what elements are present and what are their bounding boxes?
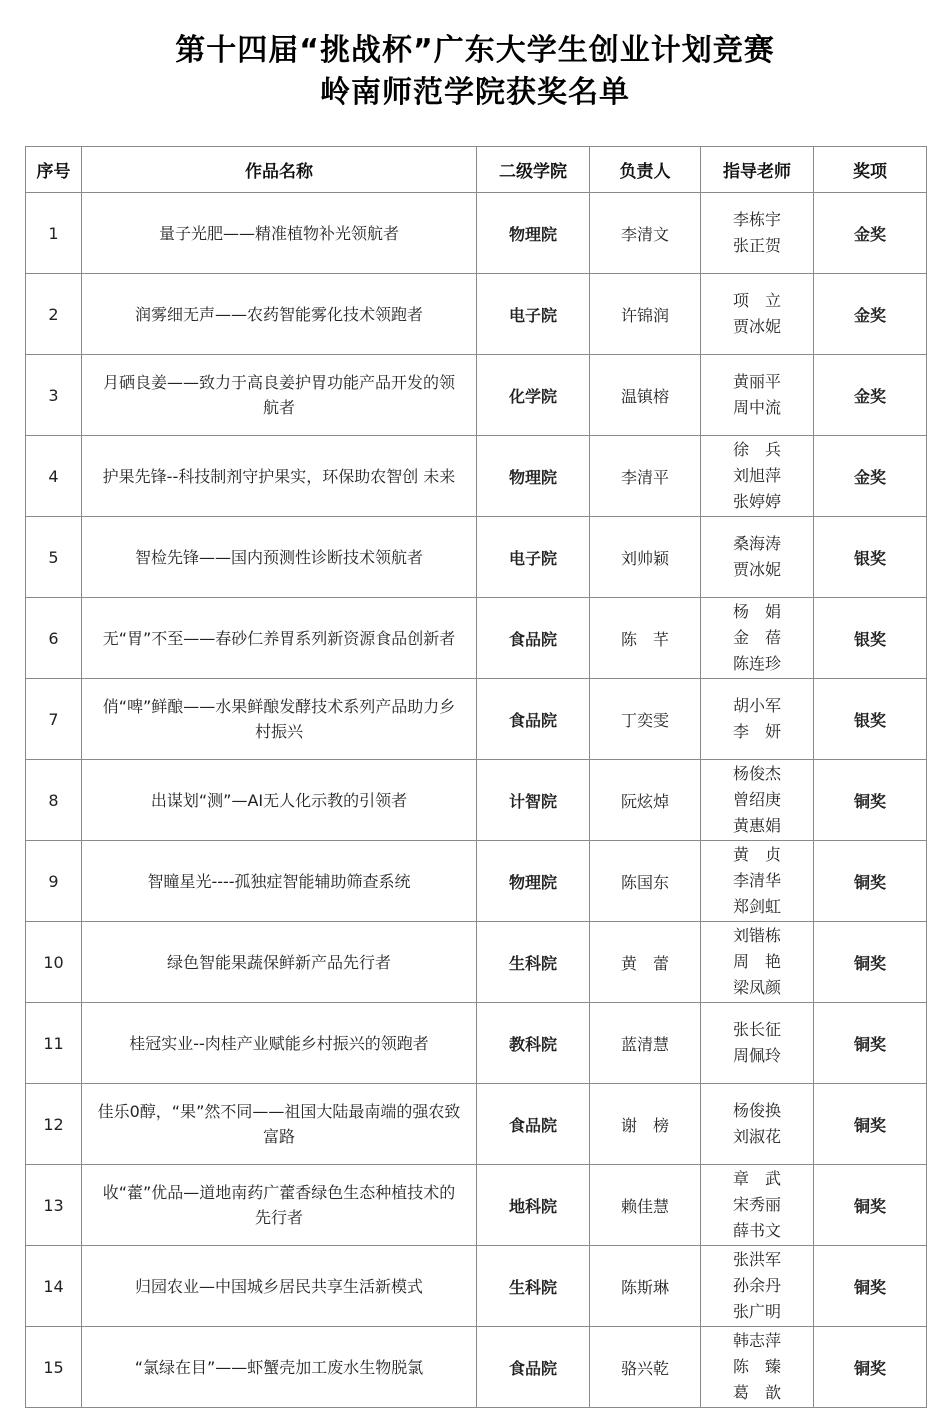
college-name: 物理院 (477, 193, 590, 274)
advisor-name: 贾冰妮 (732, 560, 781, 579)
college-name: 地科院 (477, 1165, 590, 1246)
title-line-1: 第十四届“挑战杯”广东大学生创业计划竞赛 (175, 33, 775, 68)
project-name: 量子光肥——精准植物补光领航者 (82, 193, 477, 274)
advisor-name: 张洪军 (732, 1250, 781, 1269)
table-row (26, 841, 927, 922)
table-row (26, 1165, 927, 1246)
header-teachers: 指导老师 (701, 147, 814, 193)
leader-name: 李清平 (590, 436, 701, 517)
advisor-name: 张广明 (732, 1302, 781, 1321)
table-row (26, 436, 927, 517)
row-number: 7 (26, 679, 82, 760)
row-number: 12 (26, 1084, 82, 1165)
award-level: 铜奖 (814, 922, 927, 1003)
table-row (26, 517, 927, 598)
award-level: 银奖 (814, 517, 927, 598)
advisor-name: 梁凤颜 (732, 978, 781, 997)
title-line-2: 岭南师范学院获奖名单 (320, 75, 630, 110)
advisor-name: 孙余丹 (732, 1276, 781, 1295)
row-number: 5 (26, 517, 82, 598)
leader-name: 蓝清慧 (590, 1003, 701, 1084)
leader-name: 陈国东 (590, 841, 701, 922)
table-row (26, 679, 927, 760)
advisor-list (701, 1246, 814, 1327)
advisor-list (701, 355, 814, 436)
leader-name: 陈 芊 (590, 598, 701, 679)
leader-name: 谢 榜 (590, 1084, 701, 1165)
advisor-list (701, 1165, 814, 1246)
award-level: 铜奖 (814, 1165, 927, 1246)
project-name: 月硒良姜——致力于高良姜护胃功能产品开发的领航者 (82, 355, 477, 436)
award-level: 银奖 (814, 598, 927, 679)
table-row (26, 760, 927, 841)
advisor-name: 章 武 (732, 1169, 781, 1188)
leader-name: 阮炫焯 (590, 760, 701, 841)
college-name: 食品院 (477, 1084, 590, 1165)
advisor-name: 杨俊换 (732, 1101, 781, 1120)
college-name: 物理院 (477, 436, 590, 517)
row-number: 1 (26, 193, 82, 274)
advisor-name: 陈连珍 (732, 654, 781, 673)
advisor-name: 刘锴栋 (732, 926, 781, 945)
document-title (0, 30, 950, 114)
leader-name: 骆兴乾 (590, 1327, 701, 1408)
row-number: 9 (26, 841, 82, 922)
table-row (26, 1003, 927, 1084)
advisor-name: 李清华 (732, 871, 781, 890)
project-name: 佳乐0醇，“果”然不同——祖国大陆最南端的强农致富路 (82, 1084, 477, 1165)
advisor-name: 李 妍 (732, 722, 781, 741)
project-name: 归园农业—中国城乡居民共享生活新模式 (82, 1246, 477, 1327)
row-number: 2 (26, 274, 82, 355)
leader-name: 赖佳慧 (590, 1165, 701, 1246)
advisor-name: 李栋宇 (732, 210, 781, 229)
advisor-name: 曾绍庚 (732, 790, 781, 809)
advisor-name: 徐 兵 (732, 440, 781, 459)
advisor-name: 韩志萍 (732, 1331, 781, 1350)
leader-name: 黄 蕾 (590, 922, 701, 1003)
row-number: 4 (26, 436, 82, 517)
table-row (26, 274, 927, 355)
header-award: 奖项 (814, 147, 927, 193)
table-row (26, 1084, 927, 1165)
project-name: 护果先锋--科技制剂守护果实，环保助农智创 未来 (82, 436, 477, 517)
project-name: 无“胃”不至——春砂仁养胃系列新资源食品创新者 (82, 598, 477, 679)
row-number: 13 (26, 1165, 82, 1246)
advisor-name: 刘旭萍 (732, 466, 781, 485)
award-level: 铜奖 (814, 760, 927, 841)
header-no: 序号 (26, 147, 82, 193)
advisor-name: 桑海涛 (732, 534, 781, 553)
leader-name: 李清文 (590, 193, 701, 274)
award-level: 铜奖 (814, 1327, 927, 1408)
table-row (26, 922, 927, 1003)
advisor-name: 金 蓓 (732, 628, 781, 647)
college-name: 食品院 (477, 1327, 590, 1408)
advisor-name: 杨俊杰 (732, 764, 781, 783)
award-level: 铜奖 (814, 1003, 927, 1084)
advisor-name: 葛 歆 (732, 1383, 781, 1402)
advisor-list (701, 193, 814, 274)
project-name: 润雾细无声——农药智能雾化技术领跑者 (82, 274, 477, 355)
advisor-name: 黄 贞 (732, 845, 781, 864)
advisor-name: 黄丽平 (732, 372, 781, 391)
award-level: 铜奖 (814, 1084, 927, 1165)
advisor-list (701, 1084, 814, 1165)
project-name: 出谋划“测”—AI无人化示教的引领者 (82, 760, 477, 841)
award-level: 金奖 (814, 274, 927, 355)
college-name: 教科院 (477, 1003, 590, 1084)
leader-name: 陈斯琳 (590, 1246, 701, 1327)
table-row (26, 1246, 927, 1327)
advisor-list (701, 598, 814, 679)
advisor-list (701, 841, 814, 922)
advisor-name: 胡小军 (732, 696, 781, 715)
advisor-name: 郑剑虹 (732, 897, 781, 916)
project-name: 绿色智能果蔬保鲜新产品先行者 (82, 922, 477, 1003)
advisor-name: 张正贺 (732, 236, 781, 255)
project-name: 智检先锋——国内预测性诊断技术领航者 (82, 517, 477, 598)
header-leader: 负责人 (590, 147, 701, 193)
advisor-name: 陈 臻 (732, 1357, 781, 1376)
advisor-name: 张婷婷 (732, 492, 781, 511)
advisor-list (701, 274, 814, 355)
leader-name: 丁奕雯 (590, 679, 701, 760)
table-row (26, 598, 927, 679)
row-number: 15 (26, 1327, 82, 1408)
advisor-name: 贾冰妮 (732, 317, 781, 336)
college-name: 电子院 (477, 517, 590, 598)
college-name: 化学院 (477, 355, 590, 436)
college-name: 物理院 (477, 841, 590, 922)
award-level: 铜奖 (814, 1246, 927, 1327)
header-project: 作品名称 (82, 147, 477, 193)
advisor-name: 刘淑花 (732, 1127, 781, 1146)
leader-name: 温镇榕 (590, 355, 701, 436)
leader-name: 许锦润 (590, 274, 701, 355)
table-row (26, 193, 927, 274)
project-name: “氯绿在目”——虾蟹壳加工废水生物脱氯 (82, 1327, 477, 1408)
award-level: 金奖 (814, 193, 927, 274)
advisor-name: 张长征 (732, 1020, 781, 1039)
project-name: 桂冠实业--肉桂产业赋能乡村振兴的领跑者 (82, 1003, 477, 1084)
college-name: 计智院 (477, 760, 590, 841)
header-college: 二级学院 (477, 147, 590, 193)
row-number: 8 (26, 760, 82, 841)
college-name: 电子院 (477, 274, 590, 355)
advisor-list (701, 1003, 814, 1084)
advisor-name: 周 艳 (732, 952, 781, 971)
row-number: 14 (26, 1246, 82, 1327)
table-header-row (26, 147, 927, 193)
row-number: 6 (26, 598, 82, 679)
advisor-list (701, 679, 814, 760)
advisor-name: 薛书文 (732, 1221, 781, 1240)
row-number: 11 (26, 1003, 82, 1084)
advisor-name: 宋秀丽 (732, 1195, 781, 1214)
advisor-list (701, 1327, 814, 1408)
award-level: 金奖 (814, 355, 927, 436)
award-level: 铜奖 (814, 841, 927, 922)
advisor-name: 黄惠娟 (732, 816, 781, 835)
advisor-list (701, 922, 814, 1003)
project-name: 收“藿”优品—道地南药广藿香绿色生态种植技术的先行者 (82, 1165, 477, 1246)
project-name: 智瞳星光----孤独症智能辅助筛查系统 (82, 841, 477, 922)
table-body (26, 193, 927, 1408)
award-table (25, 146, 927, 1408)
advisor-list (701, 436, 814, 517)
advisor-list (701, 517, 814, 598)
award-level: 银奖 (814, 679, 927, 760)
table-row (26, 355, 927, 436)
row-number: 10 (26, 922, 82, 1003)
row-number: 3 (26, 355, 82, 436)
table-row (26, 1327, 927, 1408)
college-name: 生科院 (477, 1246, 590, 1327)
project-name: 俏“啤”鲜酿——水果鲜酿发酵技术系列产品助力乡村振兴 (82, 679, 477, 760)
college-name: 食品院 (477, 598, 590, 679)
advisor-name: 杨 娟 (732, 602, 781, 621)
advisor-name: 周佩玲 (732, 1046, 781, 1065)
award-level: 金奖 (814, 436, 927, 517)
advisor-name: 周中流 (732, 398, 781, 417)
college-name: 食品院 (477, 679, 590, 760)
advisor-list (701, 760, 814, 841)
leader-name: 刘帅颖 (590, 517, 701, 598)
college-name: 生科院 (477, 922, 590, 1003)
advisor-name: 项 立 (732, 291, 781, 310)
